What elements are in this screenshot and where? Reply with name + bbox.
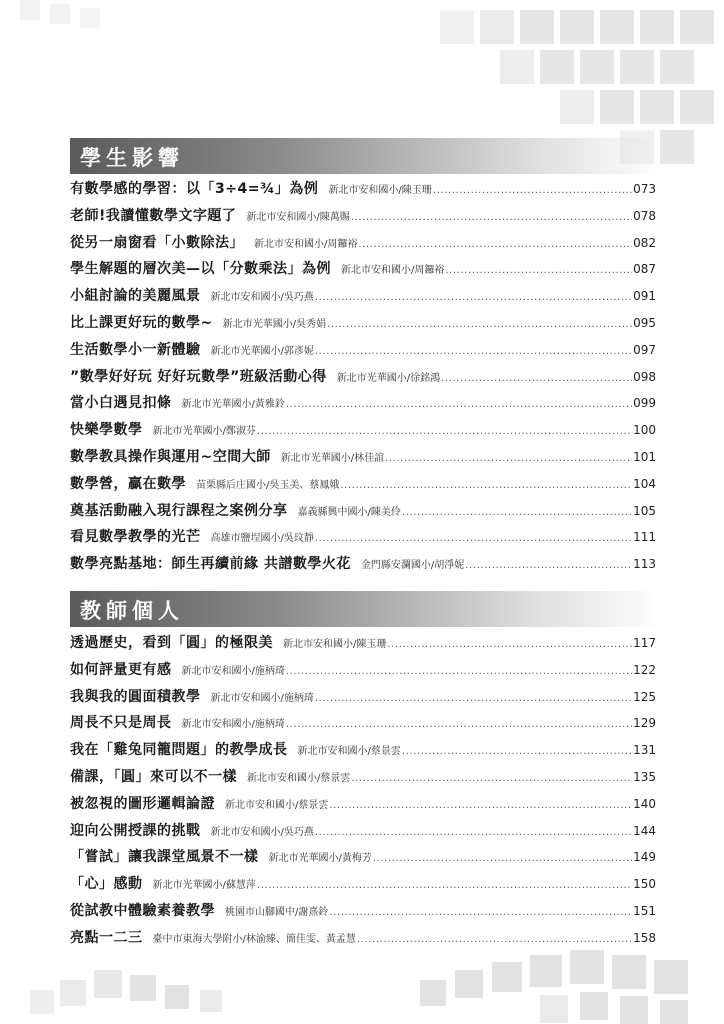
toc-entry[interactable] bbox=[70, 473, 656, 500]
entry-title: 奠基活動融入現行課程之案例分享 bbox=[70, 502, 288, 519]
toc-entry[interactable] bbox=[70, 900, 656, 927]
entry-author: 新北市光華國小/黃雅鈴 bbox=[181, 399, 285, 411]
entry-page: 150 bbox=[633, 877, 656, 892]
entry-page: 097 bbox=[633, 342, 656, 357]
dot-leader bbox=[257, 426, 632, 437]
entry-page: 122 bbox=[633, 662, 656, 677]
toc-entry[interactable] bbox=[70, 766, 656, 793]
entry-author: 新北市安和國小/吳巧燕 bbox=[210, 826, 314, 838]
entry-title: 看見數學教學的光芒 bbox=[70, 529, 201, 546]
entry-title: 數學教具操作與運用~空間大師 bbox=[70, 448, 271, 465]
entry-page: 111 bbox=[633, 530, 656, 545]
entry-author: 新北市安和國小/周鑼裕 bbox=[341, 265, 445, 277]
toc-entry[interactable] bbox=[70, 632, 656, 659]
toc-entry[interactable] bbox=[70, 500, 656, 527]
dot-leader bbox=[315, 292, 632, 303]
toc-entry[interactable] bbox=[70, 927, 656, 954]
entry-author: 新北市光華國小/林佳誼 bbox=[280, 452, 385, 464]
toc-entry[interactable] bbox=[70, 205, 656, 232]
entry-page: 125 bbox=[633, 689, 656, 704]
dot-leader bbox=[327, 319, 632, 330]
section-header-teacher-personal bbox=[70, 591, 660, 627]
dot-leader bbox=[351, 212, 632, 223]
entry-author: 新北市安和國小/施柄琦 bbox=[181, 665, 285, 677]
entry-title: 老師!我讀懂數學文字題了 bbox=[70, 207, 237, 224]
toc-entry[interactable] bbox=[70, 553, 656, 580]
toc-entry[interactable] bbox=[70, 366, 656, 393]
entry-page: 135 bbox=[633, 769, 656, 784]
entry-page: 129 bbox=[633, 716, 656, 731]
toc-entry[interactable] bbox=[70, 258, 656, 285]
entry-title: 「心」感動 bbox=[70, 876, 143, 893]
dot-leader bbox=[351, 773, 632, 784]
entry-author: 新北市安和國小/陳玉珊 bbox=[283, 639, 387, 650]
entry-page: 100 bbox=[633, 423, 656, 438]
entry-title: 「嘗試」讓我課堂風景不一樣 bbox=[70, 849, 259, 866]
entry-page: 091 bbox=[633, 289, 656, 304]
entry-author: 新北市安和國小/陳萬賜 bbox=[246, 211, 350, 223]
dot-leader bbox=[465, 560, 632, 571]
entry-author: 新北市安和國小/吳巧燕 bbox=[210, 292, 314, 304]
entry-title: 從另一扇窗看「小數除法」 bbox=[70, 234, 244, 251]
entry-author: 新北市安和國小/周鑼裕 bbox=[254, 238, 358, 250]
section-header-student-impact bbox=[70, 138, 660, 174]
dot-leader bbox=[402, 746, 632, 757]
entry-title: 亮點一二三 bbox=[70, 929, 143, 946]
toc-list-teacher-personal bbox=[70, 632, 656, 954]
entry-title: 小組討論的美麗風景 bbox=[70, 288, 201, 305]
toc-entry[interactable] bbox=[70, 339, 656, 366]
entry-title: ”數學好好玩 好好玩數學”班級活動心得 bbox=[70, 368, 327, 385]
toc-entry[interactable] bbox=[70, 712, 656, 739]
dot-leader bbox=[385, 453, 632, 464]
dot-leader bbox=[286, 719, 632, 730]
dot-leader bbox=[441, 373, 632, 384]
toc-entry[interactable] bbox=[70, 446, 656, 473]
dot-leader bbox=[257, 880, 632, 891]
toc-entry[interactable] bbox=[70, 659, 656, 686]
entry-page: 105 bbox=[633, 503, 656, 518]
dot-leader bbox=[315, 693, 632, 704]
toc-entry[interactable] bbox=[70, 232, 656, 259]
entry-page: 158 bbox=[633, 930, 656, 945]
section-title: 教師個人 bbox=[80, 599, 184, 623]
entry-author: 桃園市山腳國中/謝熹鈴 bbox=[225, 906, 329, 918]
toc-entry[interactable] bbox=[70, 686, 656, 713]
entry-title: 快樂學數學 bbox=[70, 422, 143, 439]
entry-author: 嘉義縣興中國小/陳美伶 bbox=[297, 506, 401, 518]
entry-author: 新北市光華國小/黃梅芳 bbox=[268, 853, 372, 865]
entry-author: 新北市安和國小/施柄琦 bbox=[181, 719, 285, 731]
entry-author: 新北市光華國小/吳秀娟 bbox=[222, 318, 327, 330]
toc-entry[interactable] bbox=[70, 419, 656, 446]
entry-page: 098 bbox=[633, 369, 656, 384]
toc-entry[interactable] bbox=[70, 526, 656, 553]
dot-leader bbox=[315, 533, 632, 544]
entry-page: 113 bbox=[633, 557, 656, 572]
entry-page: 082 bbox=[633, 235, 656, 250]
entry-author: 苗栗縣后庄國小/吳玉美、蔡鳳娥 bbox=[196, 479, 340, 491]
entry-title: 如何評量更有感 bbox=[70, 661, 172, 678]
entry-author: 新北市光華國小/郭彥妮 bbox=[210, 345, 314, 357]
entry-page: 078 bbox=[633, 208, 656, 223]
entry-title: 數學營，贏在數學 bbox=[70, 475, 186, 492]
entry-title: 學生解題的層次美—以「分數乘法」為例 bbox=[70, 261, 331, 278]
toc-entry[interactable] bbox=[70, 739, 656, 766]
dot-leader bbox=[387, 639, 632, 650]
entry-page: 087 bbox=[633, 262, 656, 277]
entry-title: 我在「雞兔同籠問題」的教學成長 bbox=[70, 742, 288, 759]
toc-entry[interactable] bbox=[70, 285, 656, 312]
dot-leader bbox=[329, 800, 632, 811]
dot-leader bbox=[402, 507, 632, 518]
dot-leader bbox=[286, 666, 632, 677]
dot-leader bbox=[329, 907, 632, 918]
entry-title: 比上課更好玩的數學~ bbox=[70, 314, 213, 331]
entry-author: 新北市安和國小/蔡景雲 bbox=[297, 746, 401, 758]
entry-title: 從試教中體驗素養教學 bbox=[70, 902, 215, 919]
entry-author: 高雄市鹽埕國小/吳玟靜 bbox=[210, 533, 314, 545]
entry-author: 新北市安和國小/陳玉珊 bbox=[328, 185, 432, 196]
entry-title: 當小白遇見扣條 bbox=[70, 395, 172, 412]
toc-list-student-impact bbox=[70, 178, 656, 580]
entry-title: 被忽視的圖形邏輯論證 bbox=[70, 795, 215, 812]
section-title: 學生影響 bbox=[80, 146, 184, 170]
toc-entry[interactable] bbox=[70, 178, 656, 205]
entry-page: 073 bbox=[633, 182, 656, 196]
entry-title: 我與我的圓面積教學 bbox=[70, 688, 201, 705]
entry-page: 151 bbox=[633, 903, 656, 918]
entry-title: 周長不只是周長 bbox=[70, 715, 172, 732]
entry-author: 臺中市東海大學附小/林渝臻、簡佳雯、黃孟慧 bbox=[152, 933, 356, 945]
entry-page: 101 bbox=[633, 449, 656, 464]
dot-leader bbox=[373, 853, 632, 864]
dot-leader bbox=[286, 399, 632, 410]
dot-leader bbox=[445, 265, 632, 276]
toc-entry[interactable] bbox=[70, 392, 656, 419]
dot-leader bbox=[315, 827, 632, 838]
entry-title: 透過歷史，看到「圓」的極限美 bbox=[70, 635, 273, 651]
entry-page: 144 bbox=[633, 823, 656, 838]
entry-author: 新北市安和國小/蔡景雲 bbox=[225, 799, 329, 811]
dot-leader bbox=[357, 934, 632, 945]
entry-page: 149 bbox=[633, 850, 656, 865]
toc-entry[interactable] bbox=[70, 820, 656, 847]
toc-entry[interactable] bbox=[70, 846, 656, 873]
toc-entry[interactable] bbox=[70, 873, 656, 900]
toc-entry[interactable] bbox=[70, 793, 656, 820]
dot-leader bbox=[358, 239, 632, 250]
entry-author: 新北市安和國小/施柄琦 bbox=[210, 692, 314, 704]
entry-page: 131 bbox=[633, 743, 656, 758]
dot-leader bbox=[315, 346, 632, 357]
dot-leader bbox=[433, 185, 632, 196]
toc-entry[interactable] bbox=[70, 312, 656, 339]
entry-page: 099 bbox=[633, 396, 656, 411]
entry-title: 生活數學小一新體驗 bbox=[70, 341, 201, 358]
entry-author: 新北市光華國小/徐銘鴻 bbox=[336, 372, 441, 384]
entry-page: 095 bbox=[633, 315, 656, 330]
entry-page: 117 bbox=[633, 636, 656, 650]
entry-title: 備課，「圓」來可以不一樣 bbox=[70, 768, 237, 785]
entry-title: 數學亮點基地：師生再續前緣 共譜數學火花 bbox=[70, 556, 351, 573]
entry-author: 新北市安和國小/蔡景雲 bbox=[247, 772, 351, 784]
entry-author: 金門縣安瀾國小/胡淨妮 bbox=[360, 560, 465, 572]
entry-title: 有數學感的學習：以「3÷4=¾」為例 bbox=[70, 181, 319, 197]
entry-page: 140 bbox=[633, 796, 656, 811]
entry-author: 新北市光華國小/鄭淑芬 bbox=[152, 426, 256, 438]
entry-page: 104 bbox=[633, 476, 656, 491]
entry-author: 新北市光華國小/蘇慧萍 bbox=[152, 880, 256, 892]
entry-title: 迎向公開授課的挑戰 bbox=[70, 822, 201, 839]
dot-leader bbox=[340, 480, 632, 491]
